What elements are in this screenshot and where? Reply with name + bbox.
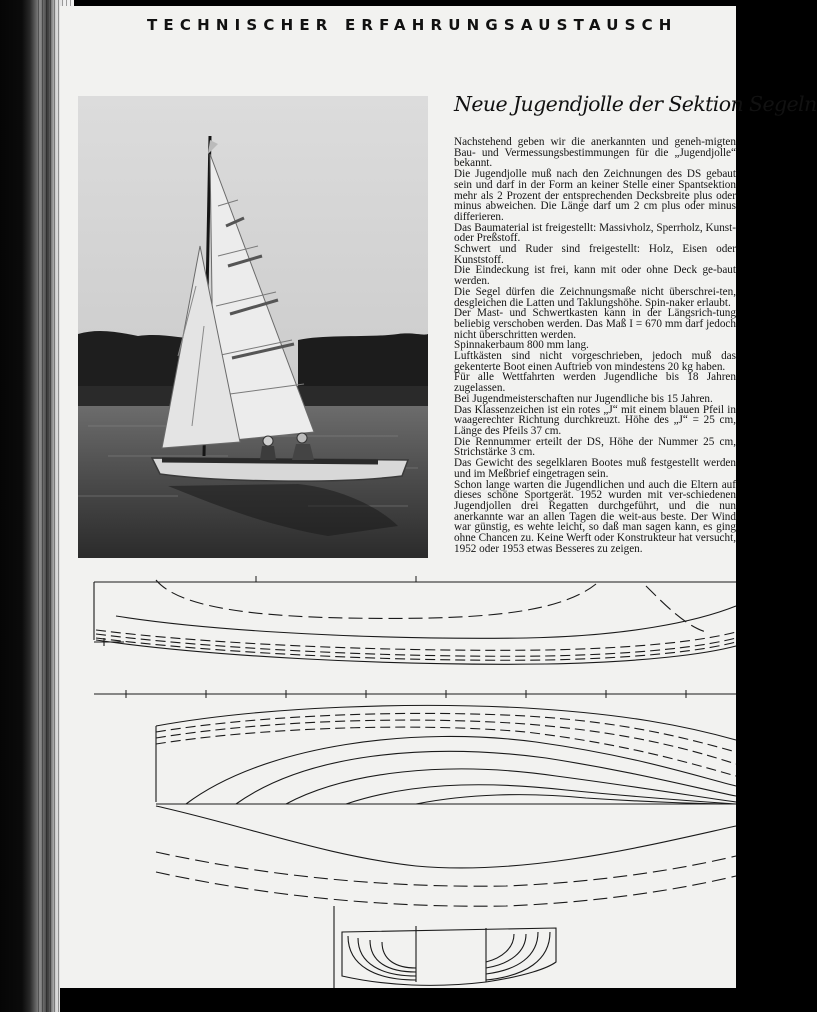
paragraph: Schon lange warten die Jugendlichen und auch die Eltern auf dieses schöne Sportgerät. 1952 wurden mit ver-schiedenen Jugendjollen drei Regatten durchgeführt, und die nun anerkannte war an allen Tagen die weit-aus beste. Der Wind war günstig, es wehte leicht, so daß man sagen kann, es ging ohne Chancen zu. Keine Werft oder Konstrukteur hat versucht, 1952 oder 1953 etwas Besseres zu zeigen.: [454, 478, 736, 555]
section-header: TECHNISCHER ERFAHRUNGSAUSTAUSCH: [147, 16, 678, 34]
paragraph: Das Baumaterial ist freigestellt: Massivholz, Sperrholz, Kunst- oder Preßstoff.: [454, 221, 736, 245]
paragraph: Das Gewicht des segelklaren Bootes muß festgestellt werden und im Meßbrief eingetragen sein.: [454, 457, 736, 480]
scan-border: [60, 988, 736, 1012]
waterline-view: [156, 806, 736, 906]
paragraph: Das Klassenzeichen ist ein rotes „J“ mit einem blauen Pfeil in waagerechter Richtung durchkreuzt. Höhe des „J“ = 25 cm, Länge des Pfeils 37 cm.: [454, 403, 736, 437]
paragraph: Die Eindeckung ist frei, kann mit oder ohne Deck ge-baut werden.: [454, 264, 736, 288]
hull-lines-plan: [86, 576, 736, 988]
paragraph: Schwert und Ruder sind freigestellt: Holz, Eisen oder Kunststoff.: [454, 243, 736, 266]
paragraph: Nachstehend geben wir die anerkannten und geneh-migten Bau- und Vermessungsbestimmungen für die „Jugendjolle“ bekannt.: [454, 136, 736, 170]
magazine-page: [60, 6, 817, 988]
paragraph: Die Rennummer erteilt der DS, Höhe der Nummer 25 cm, Strichstärke 3 cm.: [454, 435, 736, 459]
paragraph: Für alle Wettfahrten werden Jugendliche bis 18 Jahren zugelassen.: [454, 371, 736, 395]
article-body: [454, 137, 736, 554]
paragraph: Der Mast- und Schwertkasten kann in der Längsrich-tung beliebig verschoben werden. Das Maß I = 670 mm darf jedoch nicht überschritten werden.: [454, 307, 736, 341]
paragraph: Die Segel dürfen die Zeichnungsmaße nicht überschrei-ten, desgleichen die Latten und Taklungshöhe. Spin-naker erlaubt.: [454, 285, 736, 309]
paragraph: Luftkästen sind nicht vorgeschrieben, jedoch muß das gekenterte Boot einen Auftrieb von mindestens 20 kg haben.: [454, 350, 736, 373]
paragraph: Bei Jugendmeisterschaften nur Jugendliche bis 15 Jahren.: [454, 392, 713, 405]
sailboat-photo: [78, 96, 428, 558]
half-breadth-view: [156, 705, 736, 804]
body-plan: [334, 906, 556, 988]
paragraph: Spinnakerbaum 800 mm lang.: [454, 339, 589, 352]
article-title: Neue Jugendjolle der Sektion Segeln: [454, 92, 817, 116]
profile-view: [94, 580, 736, 664]
paragraph: Die Jugendjolle muß nach den Zeichnungen des DS gebaut sein und darf in der Form an keiner Stelle einer Spantsektion mehr als 2 Prozent der entsprechenden Decksbreite plus oder minus abweichen. Die Länge darf um 2 cm plus oder minus differieren.: [454, 168, 736, 223]
